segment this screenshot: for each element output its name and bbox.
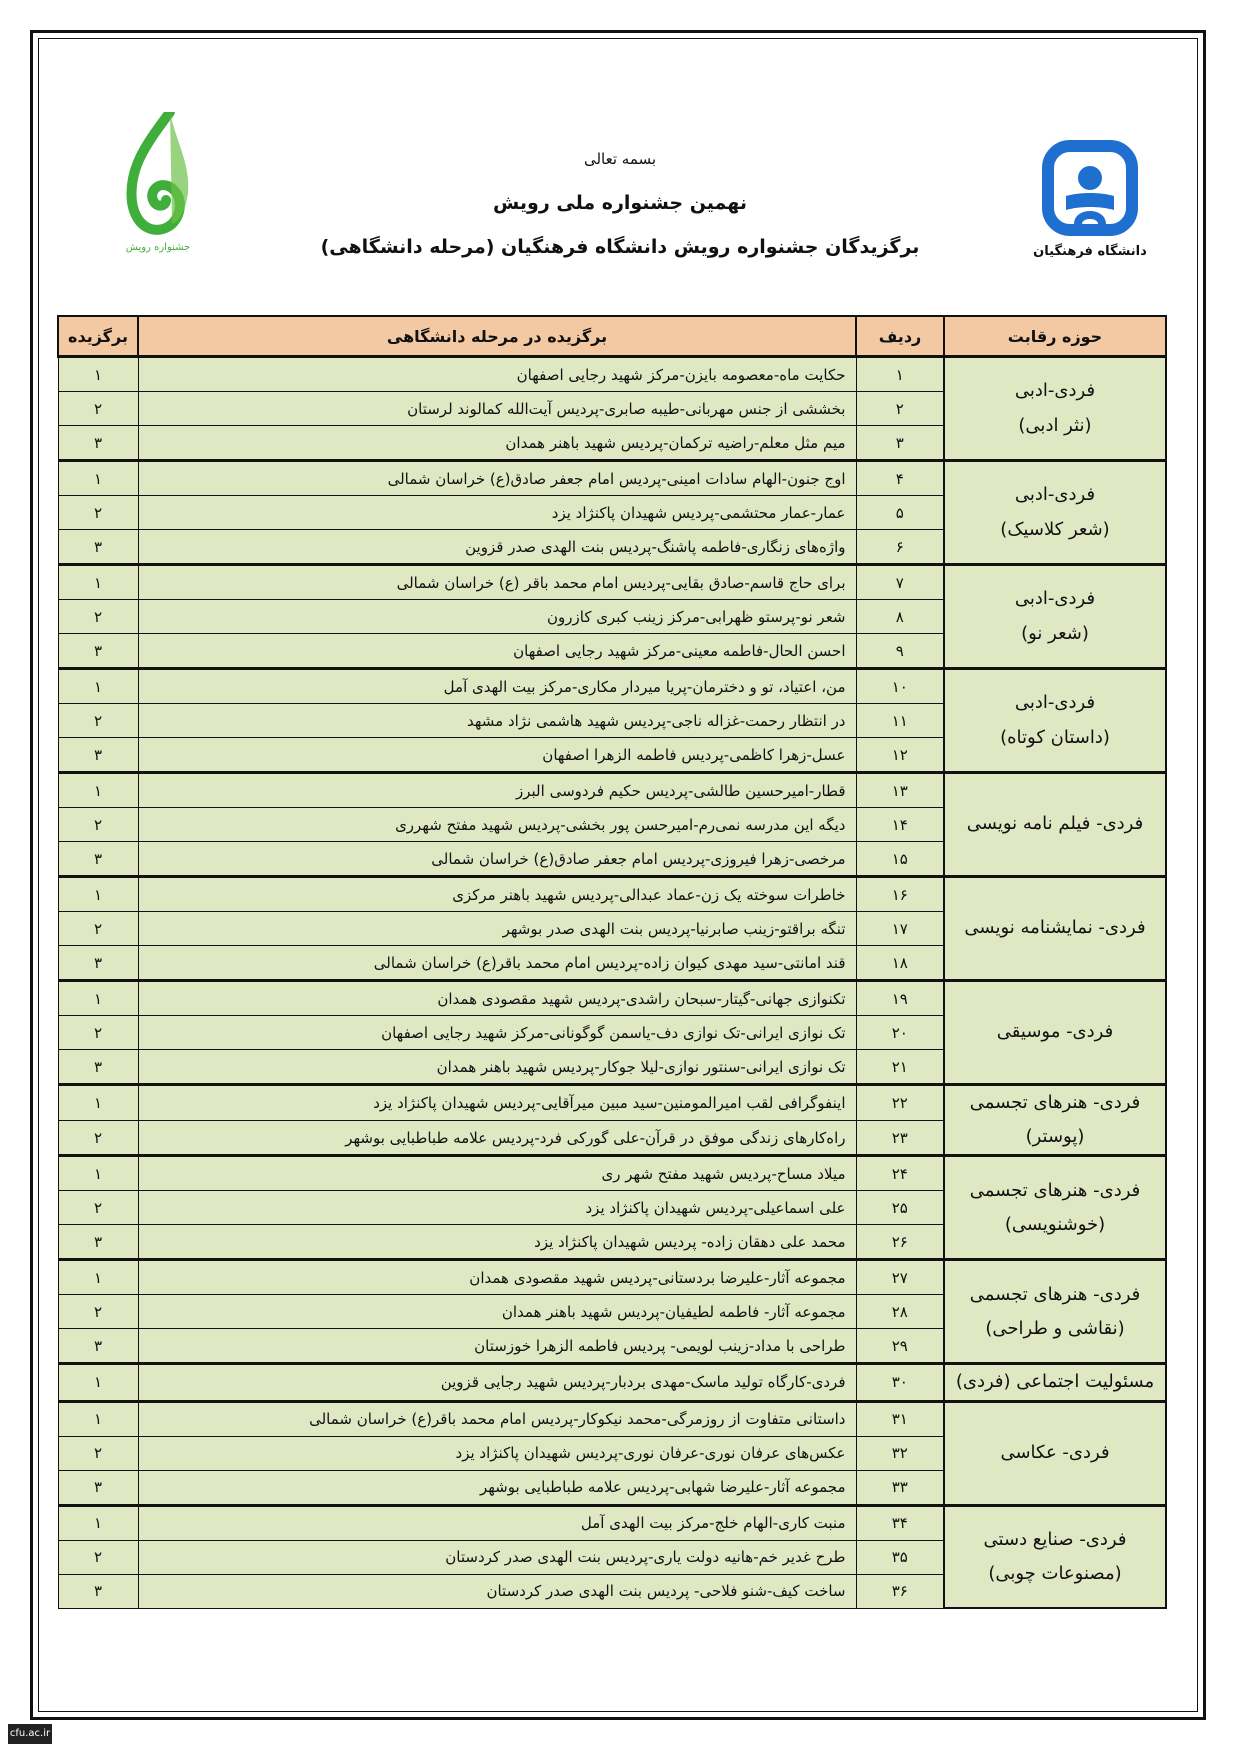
row-number-cell: ۲۲ <box>856 1085 944 1121</box>
rank-cell: ۱ <box>58 773 138 808</box>
category-cell <box>944 981 1166 1085</box>
winner-cell: واژه‌های زنگاری-فاطمه پاشنگ-پردیس بنت الهدی صدر قزوین <box>138 530 856 565</box>
site-watermark: cfu.ac.ir <box>8 1724 52 1744</box>
rank-cell: ۳ <box>58 1574 138 1608</box>
category-label: (پوستر) <box>1025 1126 1085 1148</box>
winner-cell: عکس‌های عرفان نوری-عرفان نوری-پردیس شهیدان پاکنژاد یزد <box>138 1436 856 1470</box>
category-label: فردی- هنرهای تجسمی <box>969 1092 1141 1113</box>
rank-cell: ۲ <box>58 392 138 426</box>
category-cell <box>944 1364 1166 1401</box>
row-number-cell: ۲۸ <box>856 1295 944 1329</box>
festival-logo-icon <box>118 112 198 262</box>
category-label: فردی- هنرهای تجسمی <box>969 1179 1141 1201</box>
winner-cell: مجموعه آثار-علیرضا شهابی-پردیس علامه طباطبایی بوشهر <box>138 1470 856 1505</box>
rank-cell: ۱ <box>58 1364 138 1401</box>
winner-cell: شعر نو-پرستو ظهرابی-مرکز زینب کبری کازرون <box>138 600 856 634</box>
winner-cell: حکایت ماه-معصومه بایزن-مرکز شهید رجایی اصفهان <box>138 357 856 392</box>
row-number-cell: ۱۶ <box>856 877 944 912</box>
category-label: فردی- هنرهای تجسمی <box>969 1283 1141 1305</box>
rank-cell: ۳ <box>58 1329 138 1364</box>
rank-cell: ۳ <box>58 1050 138 1085</box>
document-header <box>300 150 940 258</box>
category-label: (شعر کلاسیک) <box>1000 518 1110 540</box>
winner-cell: اوج جنون-الهام سادات امینی-پردیس امام جعفر صادق(ع) خراسان شمالی <box>138 461 856 496</box>
row-number-cell: ۱۲ <box>856 738 944 773</box>
winner-cell: قطار-امیرحسین طالشی-پردیس حکیم فردوسی البرز <box>138 773 856 808</box>
rank-cell: ۱ <box>58 1156 138 1191</box>
row-number-cell: ۵ <box>856 496 944 530</box>
category-cell <box>944 877 1166 981</box>
category-label: فردی- صنایع دستی <box>983 1528 1127 1550</box>
rank-cell: ۱ <box>58 669 138 704</box>
winner-cell: دیگه این مدرسه نمی‌رم-امیرحسن پور بخشی-پردیس شهید مفتح شهرری <box>138 808 856 842</box>
row-number-cell: ۱۵ <box>856 842 944 877</box>
winner-cell: مجموعه آثار- فاطمه لطیفیان-پردیس شهید باهنر همدان <box>138 1295 856 1329</box>
winner-cell: بخششی از جنس مهربانی-طیبه صابری-پردیس آیت‌الله کمالوند لرستان <box>138 392 856 426</box>
table-row <box>58 1156 1166 1191</box>
table-row <box>58 1085 1166 1121</box>
festival-title: نهمین جشنواره ملی رویش <box>493 192 747 214</box>
category-label: فردی- نمایشنامه نویسی <box>964 917 1146 939</box>
winner-cell: میلاد مساح-پردیس شهید مفتح شهر ری <box>138 1156 856 1191</box>
row-number-cell: ۱۹ <box>856 981 944 1016</box>
category-label: فردی-ادبی <box>1014 380 1096 402</box>
category-label: (نقاشی و طراحی) <box>985 1317 1125 1339</box>
category-cell <box>944 565 1166 669</box>
winner-cell: راه‌کارهای زندگی موفق در قرآن-علی گورکی فرد-پردیس علامه طباطبایی بوشهر <box>138 1120 856 1156</box>
row-number-cell: ۳۴ <box>856 1505 944 1540</box>
rank-cell: ۱ <box>58 877 138 912</box>
winner-cell: عمار-عمار محتشمی-پردیس شهیدان پاکنژاد یزد <box>138 496 856 530</box>
winner-cell: مرخصی-زهرا فیروزی-پردیس امام جعفر صادق(ع) خراسان شمالی <box>138 842 856 877</box>
category-label: فردی-ادبی <box>1014 692 1096 714</box>
category-label: فردی- عکاسی <box>1000 1441 1110 1463</box>
winner-cell: مجموعه آثار-علیرضا بردستانی-پردیس شهید مقصودی همدان <box>138 1260 856 1295</box>
table-row <box>58 1401 1166 1436</box>
rank-cell: ۲ <box>58 496 138 530</box>
winner-cell: فردی-کارگاه تولید ماسک-مهدی بردبار-پردیس شهید رجایی قزوین <box>138 1364 856 1401</box>
row-number-cell: ۱ <box>856 357 944 392</box>
table-row <box>58 877 1166 912</box>
row-number-cell: ۱۱ <box>856 704 944 738</box>
university-logo <box>1020 136 1160 259</box>
category-cell <box>944 669 1166 773</box>
table-row <box>58 565 1166 600</box>
rank-cell: ۲ <box>58 912 138 946</box>
winner-cell: اینفوگرافی لقب امیرالمومنین-سید مبین میرآقایی-پردیس شهیدان پاکنژاد یزد <box>138 1085 856 1121</box>
winner-cell: ساخت کیف-شنو فلاحی- پردیس بنت الهدی صدر کردستان <box>138 1574 856 1608</box>
row-number-cell: ۴ <box>856 461 944 496</box>
winner-cell: طرح غدیر خم-هانیه دولت یاری-پردیس بنت الهدی صدر کردستان <box>138 1540 856 1574</box>
category-cell <box>944 1085 1166 1156</box>
table-row <box>58 669 1166 704</box>
rank-cell: ۳ <box>58 1225 138 1260</box>
category-label: (مصنوعات چوبی) <box>988 1562 1122 1584</box>
row-number-cell: ۱۰ <box>856 669 944 704</box>
rank-cell: ۱ <box>58 1505 138 1540</box>
category-cell <box>944 357 1166 461</box>
row-number-cell: ۱۴ <box>856 808 944 842</box>
rank-cell: ۳ <box>58 738 138 773</box>
row-number-cell: ۳۰ <box>856 1364 944 1401</box>
winner-cell: در انتظار رحمت-غزاله ناجی-پردیس شهید هاشمی نژاد مشهد <box>138 704 856 738</box>
winner-cell: برای حاج قاسم-صادق بقایی-پردیس امام محمد باقر (ع) خراسان شمالی <box>138 565 856 600</box>
row-number-cell: ۲۵ <box>856 1191 944 1225</box>
category-label: فردی-ادبی <box>1014 588 1096 610</box>
category-cell <box>944 773 1166 877</box>
category-label: فردی-ادبی <box>1014 484 1096 506</box>
category-label: (شعر نو) <box>1021 622 1089 644</box>
table-row <box>58 1364 1166 1401</box>
rank-cell: ۲ <box>58 1016 138 1050</box>
row-number-cell: ۳ <box>856 426 944 461</box>
row-number-cell: ۲۱ <box>856 1050 944 1085</box>
winner-cell: تک نوازی ایرانی-سنتور نوازی-لیلا جوکار-پردیس شهید باهنر همدان <box>138 1050 856 1085</box>
row-number-cell: ۳۳ <box>856 1470 944 1505</box>
festival-logo-text: جشنواره رویش <box>125 242 191 253</box>
row-number-cell: ۶ <box>856 530 944 565</box>
category-cell <box>944 1401 1166 1505</box>
university-caption: دانشگاه فرهنگیان <box>1033 244 1147 259</box>
winner-cell: احسن الحال-فاطمه معینی-مرکز شهید رجایی اصفهان <box>138 634 856 669</box>
university-logo-icon <box>1040 136 1140 236</box>
row-number-cell: ۲۷ <box>856 1260 944 1295</box>
header-category: حوزه رقابت <box>944 316 1166 357</box>
category-label: فردی- موسیقی <box>996 1021 1114 1043</box>
table-row <box>58 773 1166 808</box>
category-cell <box>944 1505 1166 1608</box>
row-number-cell: ۹ <box>856 634 944 669</box>
rank-cell: ۲ <box>58 1540 138 1574</box>
row-number-cell: ۲ <box>856 392 944 426</box>
row-number-cell: ۳۲ <box>856 1436 944 1470</box>
table-row <box>58 461 1166 496</box>
rank-cell: ۱ <box>58 565 138 600</box>
rank-cell: ۲ <box>58 1436 138 1470</box>
rank-cell: ۱ <box>58 981 138 1016</box>
category-label: مسئولیت اجتماعی (فردی) <box>955 1371 1155 1393</box>
winner-cell: محمد علی دهقان زاده- پردیس شهیدان پاکنژاد یزد <box>138 1225 856 1260</box>
category-cell <box>944 1156 1166 1260</box>
table-body <box>58 357 1166 1609</box>
rank-cell: ۲ <box>58 704 138 738</box>
rank-cell: ۲ <box>58 1120 138 1156</box>
category-label: (داستان کوتاه) <box>1000 726 1110 748</box>
winner-cell: طراحی با مداد-زینب لویمی- پردیس فاطمه الزهرا خوزستان <box>138 1329 856 1364</box>
row-number-cell: ۲۶ <box>856 1225 944 1260</box>
category-cell <box>944 461 1166 565</box>
rank-cell: ۱ <box>58 357 138 392</box>
winner-cell: خاطرات سوخته یک زن-عماد عبدالی-پردیس شهید باهنر مرکزی <box>138 877 856 912</box>
row-number-cell: ۲۳ <box>856 1120 944 1156</box>
winner-cell: میم مثل معلم-راضیه ترکمان-پردیس شهید باهنر همدان <box>138 426 856 461</box>
winner-cell: منبت کاری-الهام خلج-مرکز بیت الهدی آمل <box>138 1505 856 1540</box>
winner-cell: تنگه براقتو-زینب صابرنیا-پردیس بنت الهدی صدر بوشهر <box>138 912 856 946</box>
row-number-cell: ۱۸ <box>856 946 944 981</box>
row-number-cell: ۸ <box>856 600 944 634</box>
rank-cell: ۲ <box>58 600 138 634</box>
row-number-cell: ۲۴ <box>856 1156 944 1191</box>
rank-cell: ۳ <box>58 634 138 669</box>
table-row <box>58 981 1166 1016</box>
category-cell <box>944 1260 1166 1364</box>
row-number-cell: ۳۶ <box>856 1574 944 1608</box>
bismillah: بسمه تعالی <box>583 150 657 168</box>
winners-title: برگزیدگان جشنواره رویش دانشگاه فرهنگیان (مرحله دانشگاهی) <box>320 236 920 258</box>
row-number-cell: ۲۹ <box>856 1329 944 1364</box>
winner-cell: تک نوازی ایرانی-تک نوازی دف-یاسمن گوگونانی-مرکز شهید رجایی اصفهان <box>138 1016 856 1050</box>
winner-cell: من، اعتیاد، تو و دخترمان-پریا میردار مکاری-مرکز بیت الهدی آمل <box>138 669 856 704</box>
rank-cell: ۲ <box>58 1191 138 1225</box>
winner-cell: داستانی متفاوت از روزمرگی-محمد نیکوکار-پردیس امام محمد باقر(ع) خراسان شمالی <box>138 1401 856 1436</box>
table-header-row <box>58 316 1166 357</box>
row-number-cell: ۳۱ <box>856 1401 944 1436</box>
winner-cell: عسل-زهرا کاظمی-پردیس فاطمه الزهرا اصفهان <box>138 738 856 773</box>
rank-cell: ۳ <box>58 426 138 461</box>
winner-cell: علی اسماعیلی-پردیس شهیدان پاکنژاد یزد <box>138 1191 856 1225</box>
row-number-cell: ۱۷ <box>856 912 944 946</box>
header-winner: برگزیده در مرحله دانشگاهی <box>138 316 856 357</box>
rank-cell: ۳ <box>58 1470 138 1505</box>
row-number-cell: ۳۵ <box>856 1540 944 1574</box>
category-label: فردی- فیلم نامه نویسی <box>966 813 1144 835</box>
rank-cell: ۲ <box>58 808 138 842</box>
row-number-cell: ۱۳ <box>856 773 944 808</box>
rank-cell: ۳ <box>58 530 138 565</box>
row-number-cell: ۲۰ <box>856 1016 944 1050</box>
winner-cell: تکنوازی جهانی-گیتار-سبحان راشدی-پردیس شهید مقصودی همدان <box>138 981 856 1016</box>
rank-cell: ۳ <box>58 842 138 877</box>
table-row <box>58 1260 1166 1295</box>
winners-table <box>57 315 1167 1609</box>
rank-cell: ۲ <box>58 1295 138 1329</box>
table-row <box>58 1505 1166 1540</box>
winner-cell: قند امانتی-سید مهدی کیوان زاده-پردیس امام محمد باقر(ع) خراسان شمالی <box>138 946 856 981</box>
rank-cell: ۱ <box>58 1260 138 1295</box>
table-row <box>58 357 1166 392</box>
category-label: (خوشنویسی) <box>1004 1213 1106 1235</box>
rank-cell: ۱ <box>58 1085 138 1121</box>
rank-cell: ۱ <box>58 1401 138 1436</box>
header-rank: برگزیده <box>58 316 138 357</box>
rank-cell: ۳ <box>58 946 138 981</box>
row-number-cell: ۷ <box>856 565 944 600</box>
rank-cell: ۱ <box>58 461 138 496</box>
category-label: (نثر ادبی) <box>1018 414 1092 436</box>
header-row: ردیف <box>856 316 944 357</box>
